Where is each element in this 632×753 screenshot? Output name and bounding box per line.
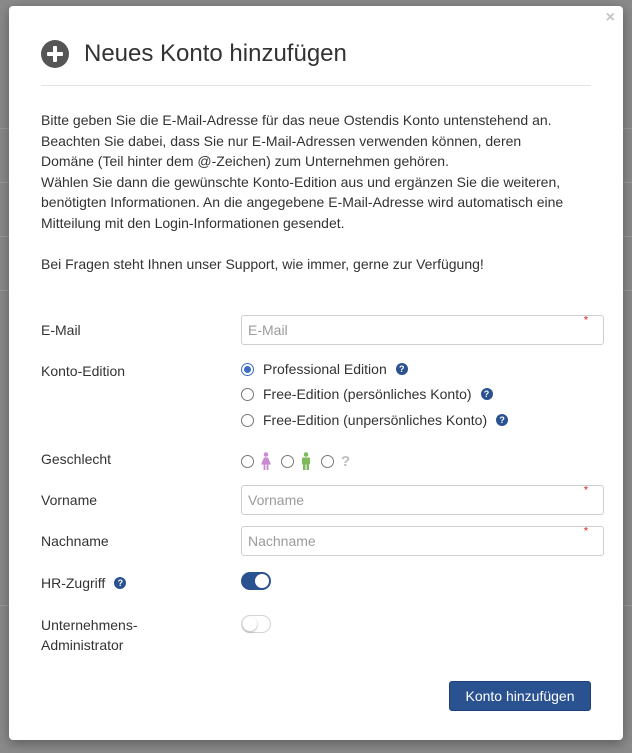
edition-option-label: Free-Edition (persönliches Konto) xyxy=(263,386,472,402)
required-marker: * xyxy=(584,315,588,326)
email-label: E-Mail xyxy=(41,322,81,338)
header-divider xyxy=(41,85,591,86)
edition-option-free-impersonal[interactable] xyxy=(241,412,508,428)
hr-access-label: HR-Zugriff xyxy=(41,575,106,591)
dialog-title: Neues Konto hinzufügen xyxy=(84,40,347,67)
close-icon[interactable]: × xyxy=(605,9,615,26)
radio-button[interactable] xyxy=(241,388,254,401)
intro-line: Wählen Sie dann die gewünschte Konto-Edition aus und ergänzen Sie die weiteren, xyxy=(41,173,561,190)
gender-female-radio[interactable] xyxy=(241,455,254,468)
gender-unknown-radio[interactable] xyxy=(321,455,334,468)
dialog-header xyxy=(41,40,347,68)
plus-circle-icon xyxy=(41,40,69,68)
lastname-field[interactable] xyxy=(241,526,604,556)
hr-access-label-group xyxy=(41,573,126,593)
required-marker: * xyxy=(584,485,588,496)
radio-button[interactable] xyxy=(241,414,254,427)
company-admin-toggle[interactable] xyxy=(241,615,271,633)
firstname-label: Vorname xyxy=(41,492,98,508)
female-icon xyxy=(260,452,272,470)
gender-label: Geschlecht xyxy=(41,451,112,467)
gender-options xyxy=(241,452,350,470)
help-icon[interactable]: ? xyxy=(496,414,508,426)
gender-male-radio[interactable] xyxy=(281,455,294,468)
add-account-dialog xyxy=(9,6,623,740)
edition-option-professional[interactable] xyxy=(241,361,408,377)
help-icon[interactable]: ? xyxy=(396,363,408,375)
toggle-knob xyxy=(243,617,257,631)
intro-line: Beachten Sie dabei, dass Sie nur E-Mail-Adressen verwenden können, deren xyxy=(41,132,522,149)
company-admin-label-line2: Administrator xyxy=(41,637,124,653)
lastname-label: Nachname xyxy=(41,533,109,549)
email-field[interactable] xyxy=(241,315,604,345)
intro-line: Domäne (Teil hinter dem @-Zeichen) zum Unternehmen gehören. xyxy=(41,153,449,169)
edition-option-label: Free-Edition (unpersönliches Konto) xyxy=(263,412,488,428)
edition-option-free-personal[interactable] xyxy=(241,386,493,402)
edition-label: Konto-Edition xyxy=(41,363,126,379)
help-icon[interactable]: ? xyxy=(481,388,493,400)
firstname-field[interactable] xyxy=(241,485,604,515)
intro-text xyxy=(41,110,591,274)
support-line: Bei Fragen steht Ihnen unser Support, wie immer, gerne zur Verfügung! xyxy=(41,255,484,272)
add-account-button[interactable]: Konto hinzufügen xyxy=(449,681,591,711)
intro-line: benötigten Informationen. An die angegebene E-Mail-Adresse wird automatisch eine xyxy=(41,194,564,210)
company-admin-label-line1: Unternehmens- xyxy=(41,617,138,633)
edition-option-label: Professional Edition xyxy=(263,361,387,377)
help-icon[interactable]: ? xyxy=(114,577,126,589)
unknown-gender-icon: ? xyxy=(341,452,351,470)
required-marker: * xyxy=(584,526,588,537)
hr-access-toggle[interactable] xyxy=(241,572,271,590)
radio-button[interactable] xyxy=(241,363,254,376)
company-admin-label xyxy=(41,615,138,655)
intro-line: Bitte geben Sie die E-Mail-Adresse für das neue Ostendis Konto untenstehend an. xyxy=(41,112,552,128)
intro-line: Mitteilung mit den Login-Informationen gesendet. xyxy=(41,214,345,231)
toggle-knob xyxy=(255,574,269,588)
male-icon xyxy=(300,452,312,470)
